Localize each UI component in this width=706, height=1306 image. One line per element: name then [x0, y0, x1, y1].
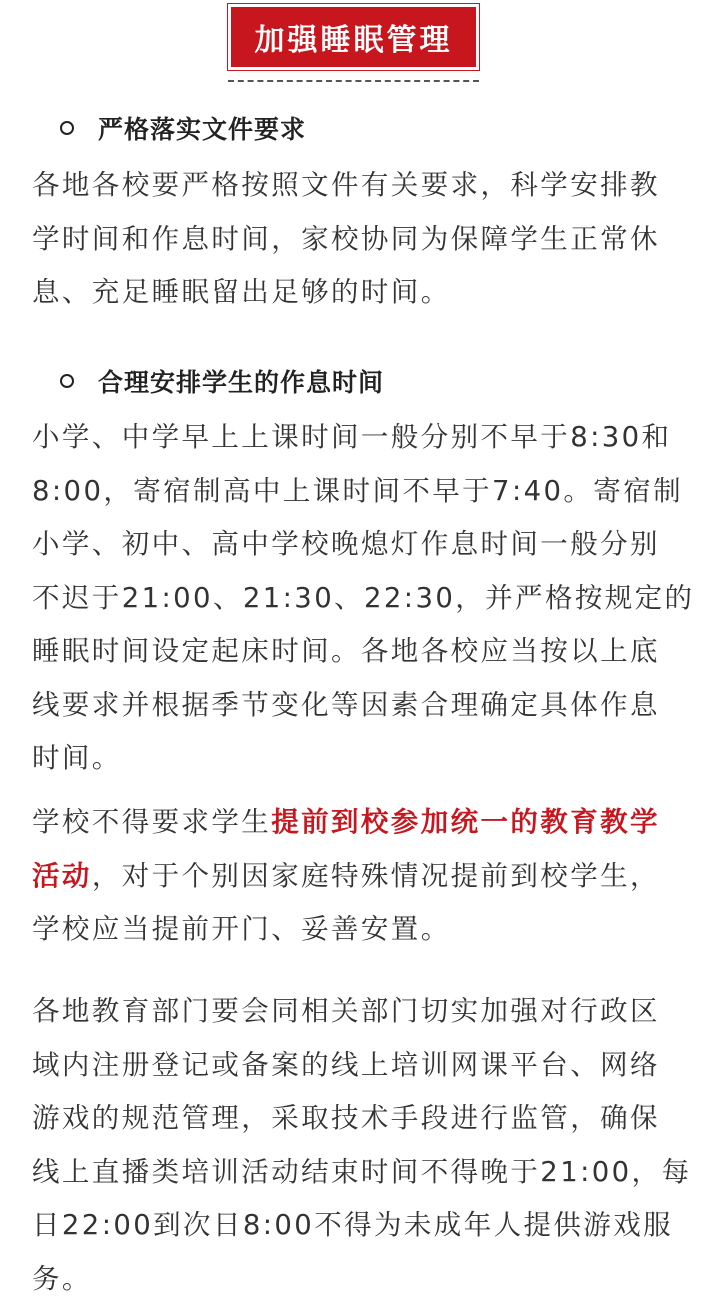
subheading-label: 严格落实文件要求 — [98, 110, 306, 146]
text-highlight: 活动 — [32, 860, 92, 892]
text-highlight: 提前到校参加统一的教育教学 — [271, 806, 660, 838]
text-normal: ，对于个别因家庭特殊情况提前到校学生， — [92, 860, 660, 892]
paragraph-line: 息、充足睡眠留出足够的时间。 — [32, 266, 680, 320]
paragraph-line: 日22:00到次日8:00不得为未成年人提供游戏服 — [32, 1199, 680, 1253]
paragraph-line: 线要求并根据季节变化等因素合理确定具体作息 — [32, 679, 680, 733]
paragraph-line: 不迟于21:00、21:30、22:30，并严格按规定的 — [32, 572, 680, 626]
paragraph-line: 务。 — [32, 1253, 680, 1306]
paragraph-line: 8:00，寄宿制高中上课时间不早于7:40。寄宿制 — [32, 465, 680, 519]
hollow-circle-bullet-icon — [60, 374, 74, 388]
paragraph-line: 时间。 — [32, 732, 680, 786]
paragraph-line: 域内注册登记或备案的线上培训网课平台、网络 — [32, 1039, 680, 1093]
paragraph-file-requirements — [32, 159, 680, 320]
paragraph-line — [32, 796, 680, 850]
paragraph-line — [32, 850, 680, 904]
hollow-circle-bullet-icon — [60, 121, 74, 135]
paragraph-line: 睡眠时间设定起床时间。各地各校应当按以上底 — [32, 625, 680, 679]
subheading-schedule — [60, 361, 384, 401]
paragraph-line: 小学、初中、高中学校晚熄灯作息时间一般分别 — [32, 518, 680, 572]
paragraph-schedule — [32, 411, 680, 786]
paragraph-online-regulation — [32, 985, 680, 1306]
paragraph-line: 各地教育部门要会同相关部门切实加强对行政区 — [32, 985, 680, 1039]
title-dashed-divider — [228, 80, 479, 82]
paragraph-line: 小学、中学早上上课时间一般分别不早于8:30和 — [32, 411, 680, 465]
text-normal: 学校不得要求学生 — [32, 806, 271, 838]
subheading-file-requirements — [60, 108, 306, 148]
paragraph-early-arrival — [32, 796, 680, 957]
paragraph-line: 游戏的规范管理，采取技术手段进行监管，确保 — [32, 1092, 680, 1146]
paragraph-line: 学时间和作息时间，家校协同为保障学生正常休 — [32, 213, 680, 267]
subheading-label: 合理安排学生的作息时间 — [98, 363, 384, 399]
paragraph-line: 各地各校要严格按照文件有关要求，科学安排教 — [32, 159, 680, 213]
paragraph-line: 学校应当提前开门、妥善安置。 — [32, 903, 680, 957]
section-title: 加强睡眠管理 — [228, 4, 479, 70]
paragraph-line: 线上直播类培训活动结束时间不得晚于21:00，每 — [32, 1146, 680, 1200]
